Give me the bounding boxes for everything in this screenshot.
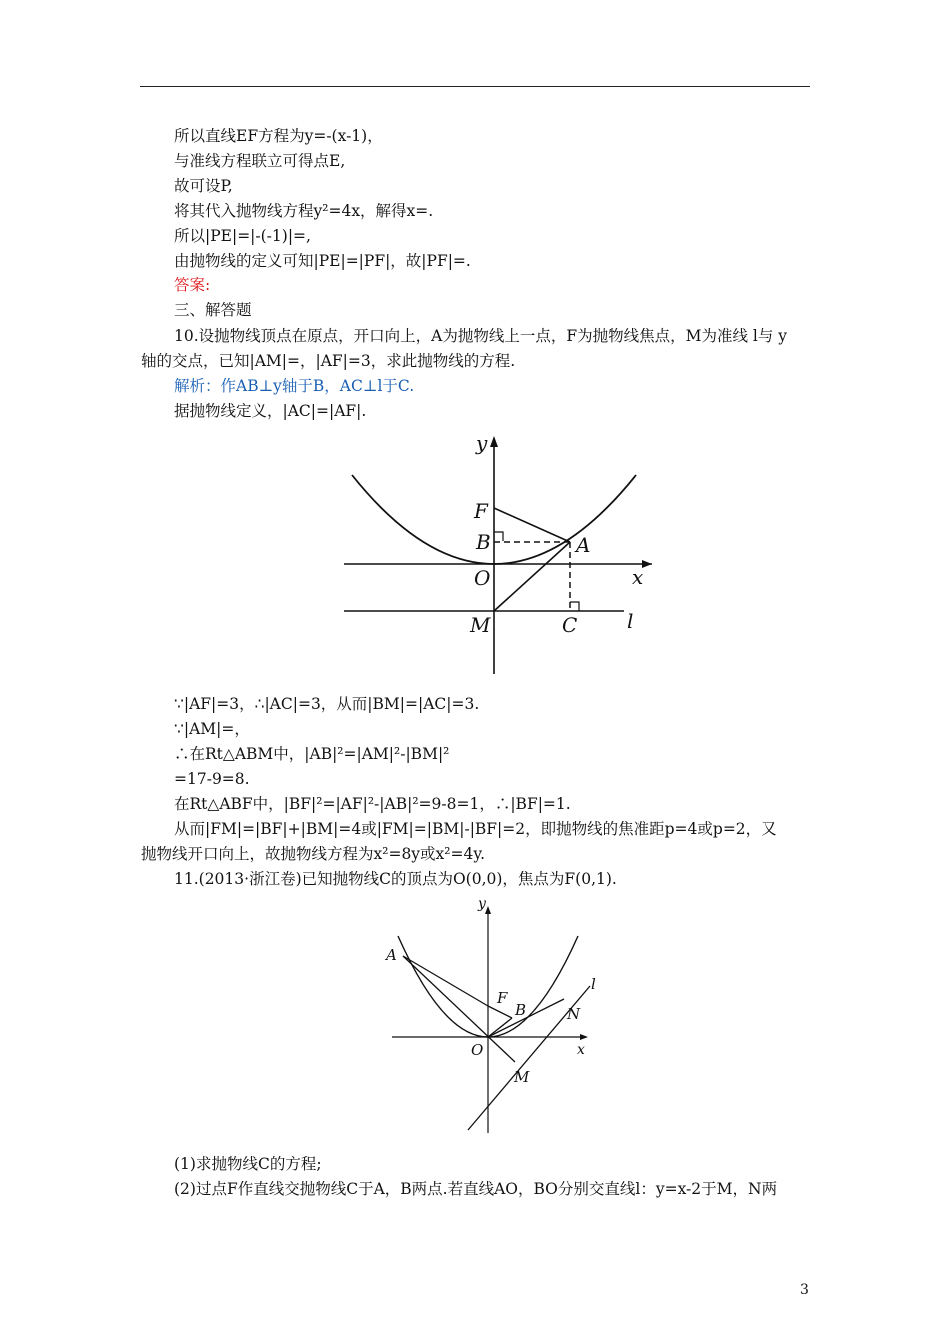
label-M: M (514, 1068, 530, 1086)
text-line: 由抛物线的定义可知|PE|=|PF|，故|PF|=. (174, 252, 471, 270)
header-rule (140, 86, 810, 87)
text-line: =17-9=8. (174, 770, 250, 788)
label-B: B (515, 1001, 527, 1019)
x-axis-arrow (580, 1034, 588, 1040)
label-A: A (386, 946, 397, 964)
text-line: ∵|AF|=3，∴|AC|=3，从而|BM|=|AC|=3. (174, 695, 480, 713)
segment-FA (494, 508, 570, 542)
text-line: ∵|AM|=， (174, 720, 250, 738)
label-y: y (476, 431, 488, 455)
label-O: O (474, 566, 491, 590)
label-l: l (591, 975, 596, 993)
section-heading: 三、解答题 (174, 301, 252, 319)
label-B: B (476, 530, 491, 554)
label-x: x (632, 565, 644, 589)
text-line: 将其代入抛物线方程y²=4x，解得x=. (174, 202, 434, 220)
right-angle-B (494, 532, 503, 541)
text-line: 所以|PE|=|-(-1)|=, (174, 227, 311, 245)
text-line: 据抛物线定义，|AC|=|AF|. (174, 402, 367, 420)
answer-label: 答案: (174, 276, 211, 294)
text-line: (1)求抛物线C的方程; (174, 1155, 322, 1173)
label-A: A (576, 533, 591, 557)
label-x: x (577, 1042, 585, 1058)
label-N: N (567, 1005, 581, 1023)
text-line: 从而|FM|=|BF|+|BM|=4或|FM|=|BM|-|BF|=2，即抛物线的焦准距p=4或p=2，又 (174, 820, 777, 838)
x-axis-arrow (642, 560, 652, 568)
solution-line: 解析：作AB⊥y轴于B，AC⊥l于C. (174, 377, 415, 395)
label-l: l (627, 609, 634, 633)
text-line: ∴在Rt△ABM中，|AB|²=|AM|²-|BM|² (174, 745, 450, 763)
problem-10-line1: 10.设抛物线顶点在原点，开口向上，A为抛物线上一点，F为抛物线焦点，M为准线 l与 y (174, 327, 788, 345)
figure-parabola-1 (330, 428, 670, 680)
line-AF (403, 956, 488, 1006)
text-line: 在Rt△ABF中，|BF|²=|AF|²-|AB|²=9-8=1，∴|BF|=1. (174, 795, 571, 813)
label-F: F (497, 989, 508, 1007)
page-number: 3 (800, 1282, 809, 1298)
text-line: (2)过点F作直线交抛物线C于A，B两点.若直线AO，BO分别交直线l：y=x-2于M，N两 (174, 1180, 778, 1198)
text-line: 与准线方程联立可得点E, (174, 152, 346, 170)
y-axis-arrow (490, 436, 498, 447)
label-C: C (562, 613, 578, 637)
line-AO-M (403, 956, 515, 1062)
right-angle-C (570, 602, 579, 611)
label-y: y (478, 896, 486, 912)
text-line: 所以直线EF方程为y=-(x-1)， (174, 127, 383, 145)
line-FB (488, 1006, 512, 1018)
text-line: 抛物线开口向上，故抛物线方程为x²=8y或x²=4y. (141, 845, 485, 863)
text-line: 故可设P, (174, 177, 233, 195)
label-M: M (470, 613, 491, 637)
problem-11: 11.(2013·浙江卷)已知抛物线C的顶点为O(0,0)，焦点为F(0,1). (174, 870, 617, 888)
label-O: O (471, 1041, 484, 1059)
problem-10-line2: 轴的交点，已知|AM|=，|AF|=3，求此抛物线的方程. (141, 352, 516, 370)
segment-MA (494, 542, 570, 611)
figure-parabola-2 (370, 895, 610, 1140)
label-F: F (474, 499, 488, 523)
